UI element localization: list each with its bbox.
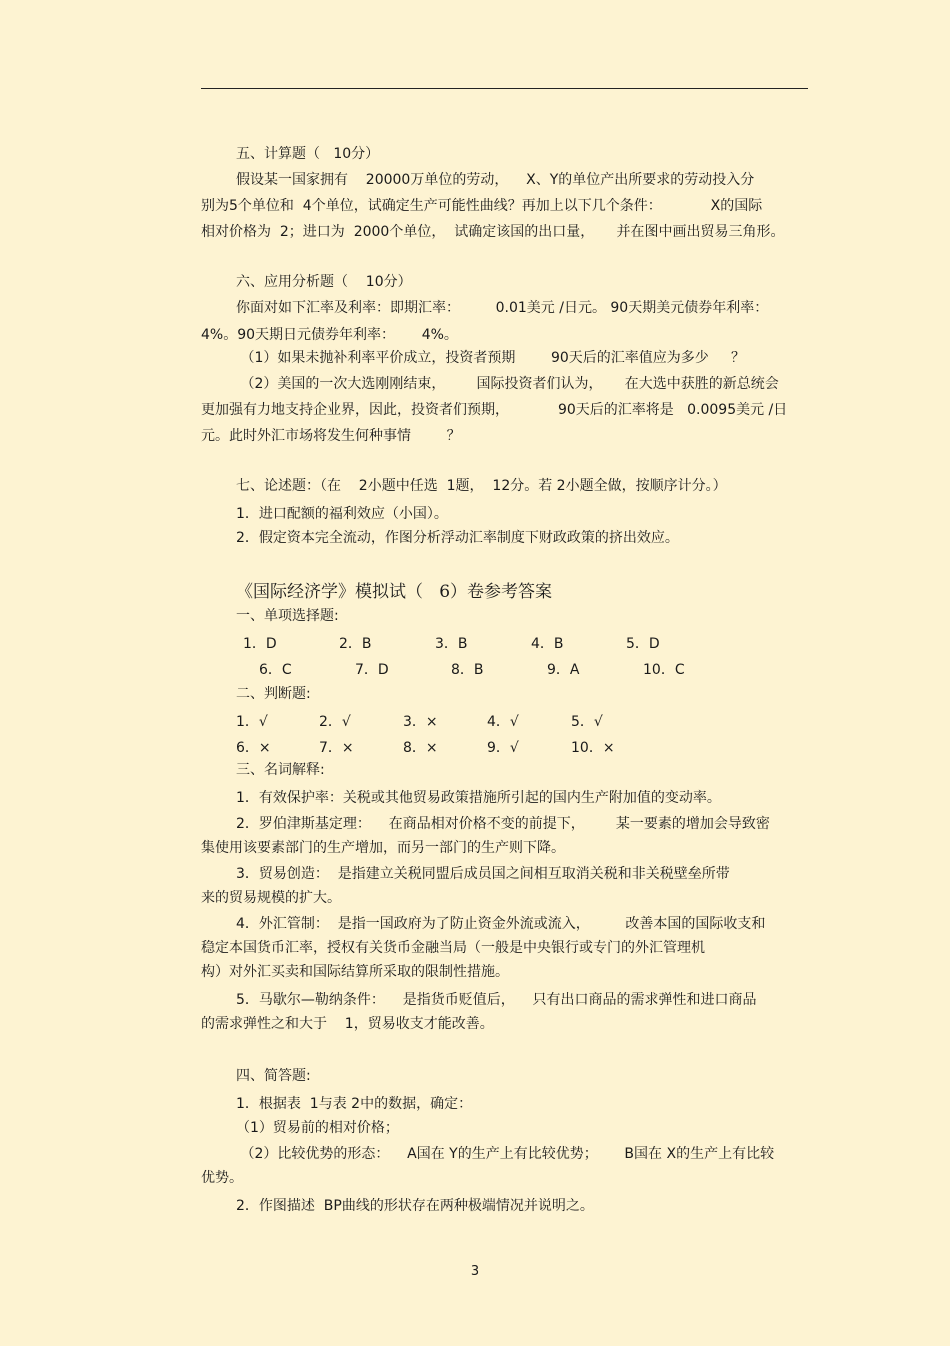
short-answer-line: 优势。 [201,1170,243,1186]
definition-line: 4．外汇管制： 是指一国政府为了防止资金外流或流入， 改善本国的国际收支和 [236,916,766,932]
answer-item: 3．B [435,636,468,652]
answer-item: 2．B [339,636,372,652]
answer-sec2-heading: 二、判断题: [236,686,311,702]
section5-line: 假设某一国家拥有 20000万单位的劳动， X、Y的单位产出所要求的劳动投入分 [236,172,755,188]
section6-line: （2）美国的一次大选刚刚结束， 国际投资者们认为， 在大选中获胜的新总统会 [236,376,779,392]
section5-heading: 五、计算题（ 10分） [236,146,380,162]
answer-item: 7．× [319,740,354,756]
answer-item: 1．√ [236,714,268,730]
definition-line: 构）对外汇买卖和国际结算所采取的限制性措施。 [201,964,509,980]
short-answer-line: 2．作图描述 BP曲线的形状存在两种极端情况并说明之。 [236,1198,594,1214]
answer-item: 4．B [531,636,564,652]
answer-item: 6．× [236,740,271,756]
definition-line: 来的贸易规模的扩大。 [201,890,341,906]
section7-item: 2．假定资本完全流动，作图分析浮动汇率制度下财政政策的挤出效应。 [236,530,679,546]
definition-line: 集使用该要素部门的生产增加，而另一部门的生产则下降。 [201,840,565,856]
definition-line: 5．马歇尔—勒纳条件： 是指货币贬值后， 只有出口商品的需求弹性和进口商品 [236,992,757,1008]
short-answer-line: （1）贸易前的相对价格； [236,1120,399,1136]
answer-sec4-heading: 四、简答题: [236,1068,311,1084]
answer-item: 5．D [626,636,660,652]
answer-title: 《国际经济学》模拟试（ 6）卷参考答案 [236,582,553,602]
answer-item: 3．× [403,714,438,730]
section6-heading: 六、应用分析题（ 10分） [236,274,412,290]
header-rule [201,88,808,89]
answer-item: 9．A [547,662,580,678]
answer-item: 10．× [571,740,615,756]
answer-item: 8．B [451,662,484,678]
section5-line: 相对价格为 2；进口为 2000个单位， 试确定该国的出口量， 并在图中画出贸易三角形。 [201,224,785,240]
definition-line: 2．罗伯津斯基定理： 在商品相对价格不变的前提下， 某一要素的增加会导致密 [236,816,770,832]
answer-item: 6．C [259,662,292,678]
definition-line: 稳定本国货币汇率，授权有关货币金融当局（一般是中央银行或专门的外汇管理机 [201,940,705,956]
answer-item: 9．√ [487,740,519,756]
definition-line: 1．有效保护率：关税或其他贸易政策措施所引起的国内生产附加值的变动率。 [236,790,721,806]
section6-line: 4%。90天期日元债券年利率： 4%。 [201,327,458,343]
section6-line: 你面对如下汇率及利率：即期汇率： 0.01美元 /日元。 90天期美元债券年利率： [236,300,769,316]
section5-line: 别为5个单位和 4个单位，试确定生产可能性曲线？再加上以下几个条件： X的国际 [201,198,763,214]
answer-item: 8．× [403,740,438,756]
short-answer-line: 1．根据表 1与表 2中的数据，确定： [236,1096,473,1112]
section6-line: 元。此时外汇市场将发生何种事情 ？ [201,428,461,444]
answer-sec1-heading: 一、单项选择题: [236,608,339,624]
section7-heading: 七、论述题：（在 2小题中任选 1题， 12分。若 2小题全做，按顺序计分。） [236,478,727,494]
section6-line: 更加强有力地支持企业界，因此，投资者们预期， 90天后的汇率将是 0.0095美元 /日 [201,402,788,418]
answer-item: 7．D [355,662,389,678]
section6-line: （1）如果未抛补利率平价成立，投资者预期 90天后的汇率值应为多少 ？ [236,350,746,366]
page-number: 3 [470,1264,480,1279]
definition-line: 的需求弹性之和大于 1，贸易收支才能改善。 [201,1016,494,1032]
definition-line: 3．贸易创造： 是指建立关税同盟后成员国之间相互取消关税和非关税壁垒所带 [236,866,730,882]
section7-item: 1．进口配额的福利效应（小国）。 [236,506,448,522]
answer-item: 1．D [243,636,277,652]
answer-item: 5．√ [571,714,603,730]
answer-item: 4．√ [487,714,519,730]
answer-item: 2．√ [319,714,351,730]
answer-item: 10．C [643,662,685,678]
short-answer-line: （2）比较优势的形态： A国在 Y的生产上有比较优势； B国在 X的生产上有比较 [236,1146,775,1162]
answer-sec3-heading: 三、名词解释: [236,762,325,778]
